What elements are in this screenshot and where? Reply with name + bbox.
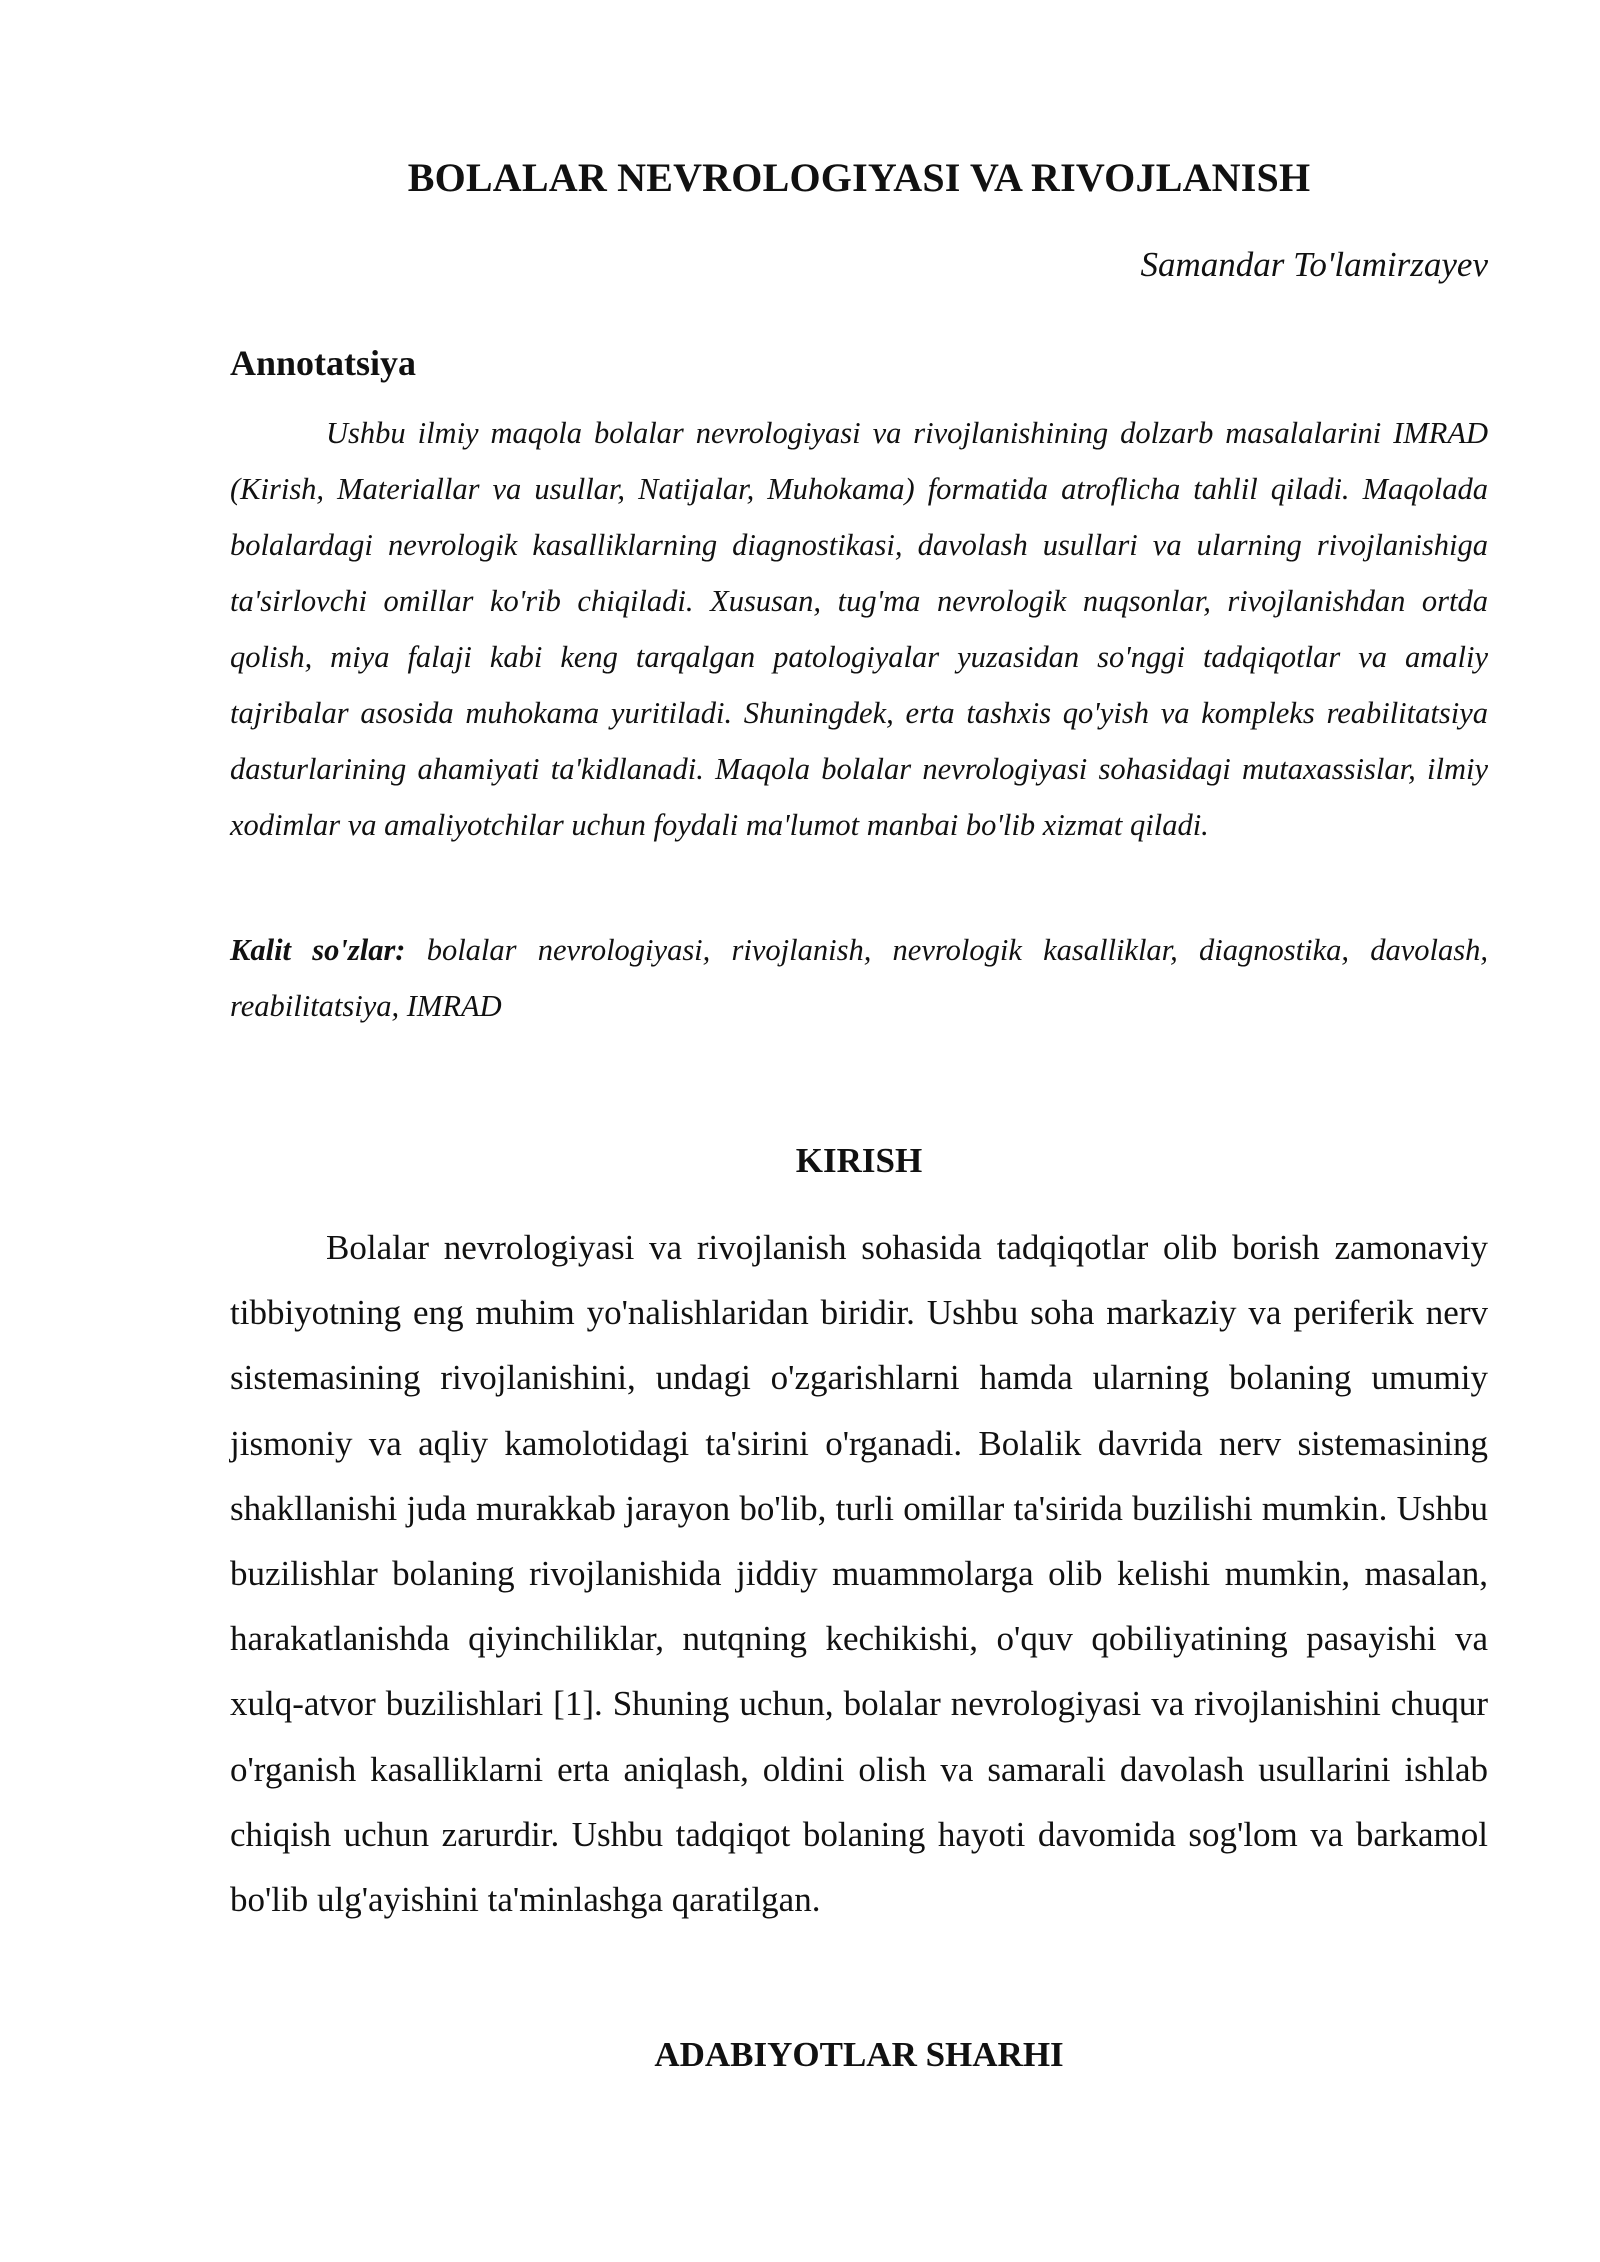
introduction-text: Bolalar nevrologiyasi va rivojlanish sohasida tadqiqotlar olib borish zamonaviy tibbiyotning eng muhim yo'nalishlaridan biridir. Ushbu soha markaziy va periferik nerv sistemasining rivojlanishini, undagi o'zgarishlarni hamda ularning bolaning umumiy jismoniy va aqliy kamolotidagi ta'sirini o'rganadi. Bolalik davrida nerv sistemasining shakllanishi juda murakkab jarayon bo'lib, turli omillar ta'sirida buzilishi mumkin. Ushbu buzilishlar bolaning rivojlanishida jiddiy muammolarga olib kelishi mumkin, masalan, harakatlanishda qiyinchiliklar, nutqning kechikishi, o'quv qobiliyatining pasayishi va xulq-atvor buzilishlari [1]. Shuning uchun, bolalar nevrologiyasi va rivojlanishini chuqur o'rganish kasalliklarni erta aniqlash, oldini olish va samarali davolash usullarini ishlab chiqish uchun zarurdir. Ushbu tadqiqot bolaning hayoti davomida sog'lom va barkamol bo'lib ulg'ayishini ta'minlashga qaratilgan. xyxy=(230,1228,1488,1920)
keywords-label: Kalit so'zlar: xyxy=(230,933,406,967)
abstract-heading: Annotatsiya xyxy=(230,343,417,383)
keywords-text: bolalar nevrologiyasi, rivojlanish, nevrologik kasalliklar, diagnostika, davolash, reabilitatsiya, IMRAD xyxy=(230,933,1488,1023)
literature-review-heading: ADABIYOTLAR SHARHI xyxy=(654,2035,1064,2074)
page-title: BOLALAR NEVROLOGIYASI VA RIVOJLANISH xyxy=(407,155,1311,200)
abstract-text: Ushbu ilmiy maqola bolalar nevrologiyasi va rivojlanishining dolzarb masalalarini IMRAD (Kirish, Materiallar va usullar, Natijalar, Muhokama) formatida atroflicha tahlil qiladi. Maqolada bolalardagi nevrologik kasalliklarning diagnostikasi, davolash usullari va ularning rivojlanishiga ta'sirlovchi omillar ko'rib chiqiladi. Xususan, tug'ma nevrologik nuqsonlar, rivojlanishdan ortda qolish, miya falaji kabi keng tarqalgan patologiyalar yuzasidan so'nggi tadqiqotlar va amaliy tajribalar asosida muhokama yuritiladi. Shuningdek, erta tashxis qo'yish va kompleks reabilitatsiya dasturlarining ahamiyati ta'kidlanadi. Maqola bolalar nevrologiyasi sohasidagi mutaxassislar, ilmiy xodimlar va amaliyotchilar uchun foydali ma'lumot manbai bo'lib xizmat qiladi. xyxy=(230,416,1488,842)
keywords-paragraph xyxy=(230,922,1488,1034)
introduction-heading: KIRISH xyxy=(795,1141,923,1180)
author-name: Samandar To'lamirzayev xyxy=(1140,245,1488,284)
